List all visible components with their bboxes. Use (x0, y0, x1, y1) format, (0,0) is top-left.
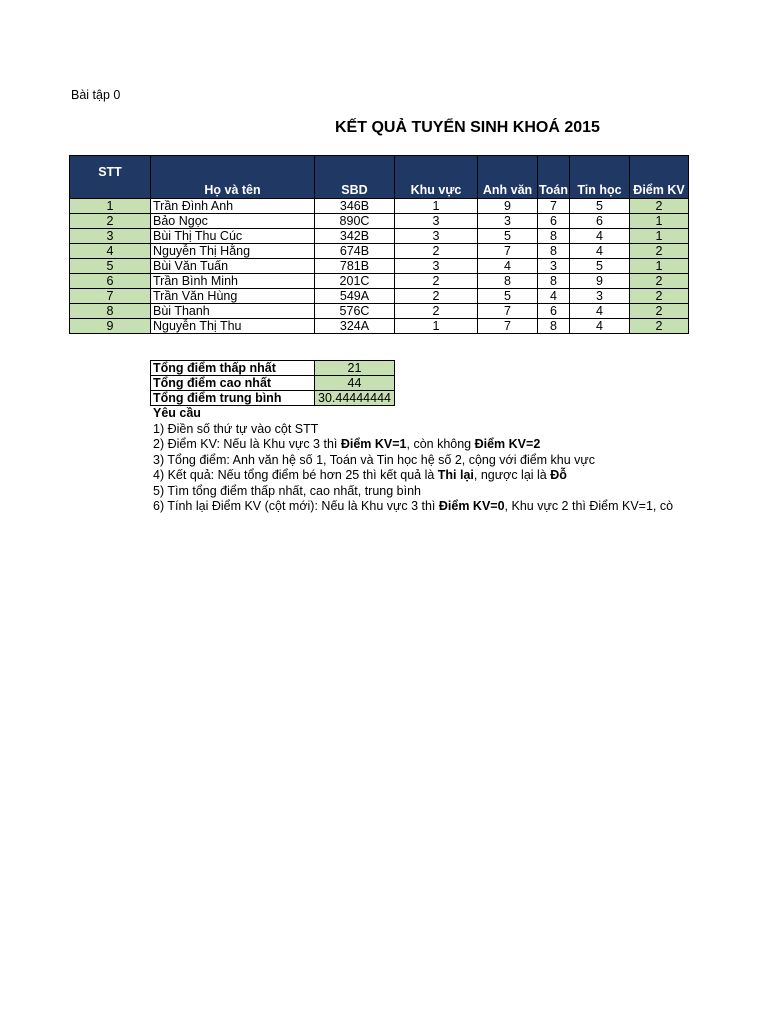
summary-row-max (151, 376, 395, 391)
requirement-4: 4) Kết quả: Nếu tổng điểm bé hơn 25 thì kết quả là Thi lại, ngược lại là Đỗ (153, 468, 567, 482)
cell-stt[interactable]: 3 (70, 229, 151, 244)
cell-stt[interactable]: 2 (70, 214, 151, 229)
cell-name[interactable]: Bảo Ngọc (151, 214, 315, 229)
cell-anh-van[interactable]: 4 (478, 259, 538, 274)
requirement-6: 6) Tính lại Điểm KV (cột mới): Nếu là Khu vực 3 thì Điểm KV=0, Khu vực 2 thì Điểm KV=1, cò (153, 499, 674, 513)
table-row (70, 304, 689, 319)
cell-sbd[interactable]: 890C (315, 214, 395, 229)
results-table (69, 155, 689, 334)
cell-khu-vuc[interactable]: 3 (395, 229, 478, 244)
column-header-anh-van[interactable]: Anh văn (478, 156, 538, 199)
cell-diem-kv[interactable]: 1 (630, 229, 689, 244)
cell-toan[interactable]: 6 (538, 214, 570, 229)
table-row (70, 259, 689, 274)
cell-khu-vuc[interactable]: 2 (395, 304, 478, 319)
cell-name[interactable]: Bùi Thị Thu Cúc (151, 229, 315, 244)
cell-toan[interactable]: 3 (538, 259, 570, 274)
cell-toan[interactable]: 8 (538, 319, 570, 334)
cell-toan[interactable]: 4 (538, 289, 570, 304)
cell-diem-kv[interactable]: 2 (630, 289, 689, 304)
cell-name[interactable]: Nguyễn Thị Hằng (151, 244, 315, 259)
cell-tin-hoc[interactable]: 4 (570, 319, 630, 334)
cell-diem-kv[interactable]: 1 (630, 259, 689, 274)
cell-diem-kv[interactable]: 1 (630, 214, 689, 229)
cell-sbd[interactable]: 674B (315, 244, 395, 259)
sheet-label: Bài tập 0 (71, 88, 121, 102)
cell-anh-van[interactable]: 7 (478, 319, 538, 334)
cell-stt[interactable]: 4 (70, 244, 151, 259)
cell-diem-kv[interactable]: 2 (630, 244, 689, 259)
cell-name[interactable]: Bùi Văn Tuấn (151, 259, 315, 274)
cell-sbd[interactable]: 346B (315, 199, 395, 214)
cell-khu-vuc[interactable]: 1 (395, 199, 478, 214)
column-header-name[interactable]: Họ và tên (151, 156, 315, 199)
cell-diem-kv[interactable]: 2 (630, 199, 689, 214)
cell-stt[interactable]: 5 (70, 259, 151, 274)
cell-anh-van[interactable]: 8 (478, 274, 538, 289)
cell-name[interactable]: Bùi Thanh (151, 304, 315, 319)
cell-anh-van[interactable]: 7 (478, 244, 538, 259)
table-row (70, 319, 689, 334)
table-row (70, 214, 689, 229)
cell-tin-hoc[interactable]: 5 (570, 199, 630, 214)
table-row (70, 289, 689, 304)
summary-row-min (151, 361, 395, 376)
cell-sbd[interactable]: 342B (315, 229, 395, 244)
cell-toan[interactable]: 8 (538, 274, 570, 289)
cell-khu-vuc[interactable]: 2 (395, 244, 478, 259)
cell-tin-hoc[interactable]: 5 (570, 259, 630, 274)
column-header-sbd[interactable]: SBD (315, 156, 395, 199)
summary-min-value[interactable]: 21 (315, 361, 395, 376)
requirement-2: 2) Điểm KV: Nếu là Khu vực 3 thì Điểm KV=1, còn không Điểm KV=2 (153, 437, 541, 451)
column-header-diem-kv[interactable]: Điểm KV (630, 156, 689, 199)
cell-sbd[interactable]: 781B (315, 259, 395, 274)
cell-stt[interactable]: 8 (70, 304, 151, 319)
cell-khu-vuc[interactable]: 3 (395, 214, 478, 229)
column-header-tin-hoc[interactable]: Tin học (570, 156, 630, 199)
cell-tin-hoc[interactable]: 9 (570, 274, 630, 289)
cell-anh-van[interactable]: 9 (478, 199, 538, 214)
summary-avg-value[interactable]: 30.44444444 (315, 391, 395, 406)
cell-khu-vuc[interactable]: 1 (395, 319, 478, 334)
cell-diem-kv[interactable]: 2 (630, 274, 689, 289)
cell-diem-kv[interactable]: 2 (630, 304, 689, 319)
table-row (70, 229, 689, 244)
cell-sbd[interactable]: 324A (315, 319, 395, 334)
table-row (70, 199, 689, 214)
column-header-stt[interactable]: STT (70, 156, 151, 199)
table-row (70, 274, 689, 289)
cell-tin-hoc[interactable]: 4 (570, 304, 630, 319)
requirement-1: 1) Điền số thứ tự vào cột STT (153, 421, 319, 436)
cell-name[interactable]: Trần Bình Minh (151, 274, 315, 289)
cell-toan[interactable]: 6 (538, 304, 570, 319)
cell-anh-van[interactable]: 7 (478, 304, 538, 319)
column-header-toan[interactable]: Toán (538, 156, 570, 199)
requirements-block (153, 406, 673, 515)
summary-avg-label[interactable]: Tổng điểm trung bình (151, 391, 315, 406)
cell-khu-vuc[interactable]: 2 (395, 274, 478, 289)
cell-toan[interactable]: 8 (538, 229, 570, 244)
column-header-khu-vuc[interactable]: Khu vực (395, 156, 478, 199)
summary-table (150, 360, 395, 406)
summary-row-avg (151, 391, 395, 406)
requirement-3: 3) Tổng điểm: Anh văn hệ số 1, Toán và Tin học hệ số 2, cộng với điểm khu vực (153, 452, 596, 467)
cell-khu-vuc[interactable]: 2 (395, 289, 478, 304)
cell-name[interactable]: Trần Văn Hùng (151, 289, 315, 304)
cell-name[interactable]: Trần Đình Anh (151, 199, 315, 214)
cell-khu-vuc[interactable]: 3 (395, 259, 478, 274)
cell-sbd[interactable]: 576C (315, 304, 395, 319)
table-row (70, 244, 689, 259)
cell-toan[interactable]: 7 (538, 199, 570, 214)
cell-tin-hoc[interactable]: 4 (570, 229, 630, 244)
table-header-row (70, 156, 689, 199)
page-title: KẾT QUẢ TUYỂN SINH KHOÁ 2015 (335, 119, 600, 136)
summary-max-label[interactable]: Tổng điểm cao nhất (151, 376, 315, 391)
cell-name[interactable]: Nguyễn Thị Thu (151, 319, 315, 334)
cell-stt[interactable]: 7 (70, 289, 151, 304)
cell-tin-hoc[interactable]: 6 (570, 214, 630, 229)
cell-stt[interactable]: 1 (70, 199, 151, 214)
requirement-5: 5) Tìm tổng điểm thấp nhất, cao nhất, trung bình (153, 483, 421, 498)
cell-anh-van[interactable]: 5 (478, 229, 538, 244)
cell-stt[interactable]: 9 (70, 319, 151, 334)
cell-tin-hoc[interactable]: 4 (570, 244, 630, 259)
requirements-heading: Yêu cầu (153, 406, 201, 420)
cell-sbd[interactable]: 549A (315, 289, 395, 304)
cell-anh-van[interactable]: 5 (478, 289, 538, 304)
cell-stt[interactable]: 6 (70, 274, 151, 289)
cell-diem-kv[interactable]: 2 (630, 319, 689, 334)
summary-max-value[interactable]: 44 (315, 376, 395, 391)
summary-min-label[interactable]: Tổng điểm thấp nhất (151, 361, 315, 376)
cell-anh-van[interactable]: 3 (478, 214, 538, 229)
cell-tin-hoc[interactable]: 3 (570, 289, 630, 304)
cell-sbd[interactable]: 201C (315, 274, 395, 289)
cell-toan[interactable]: 8 (538, 244, 570, 259)
